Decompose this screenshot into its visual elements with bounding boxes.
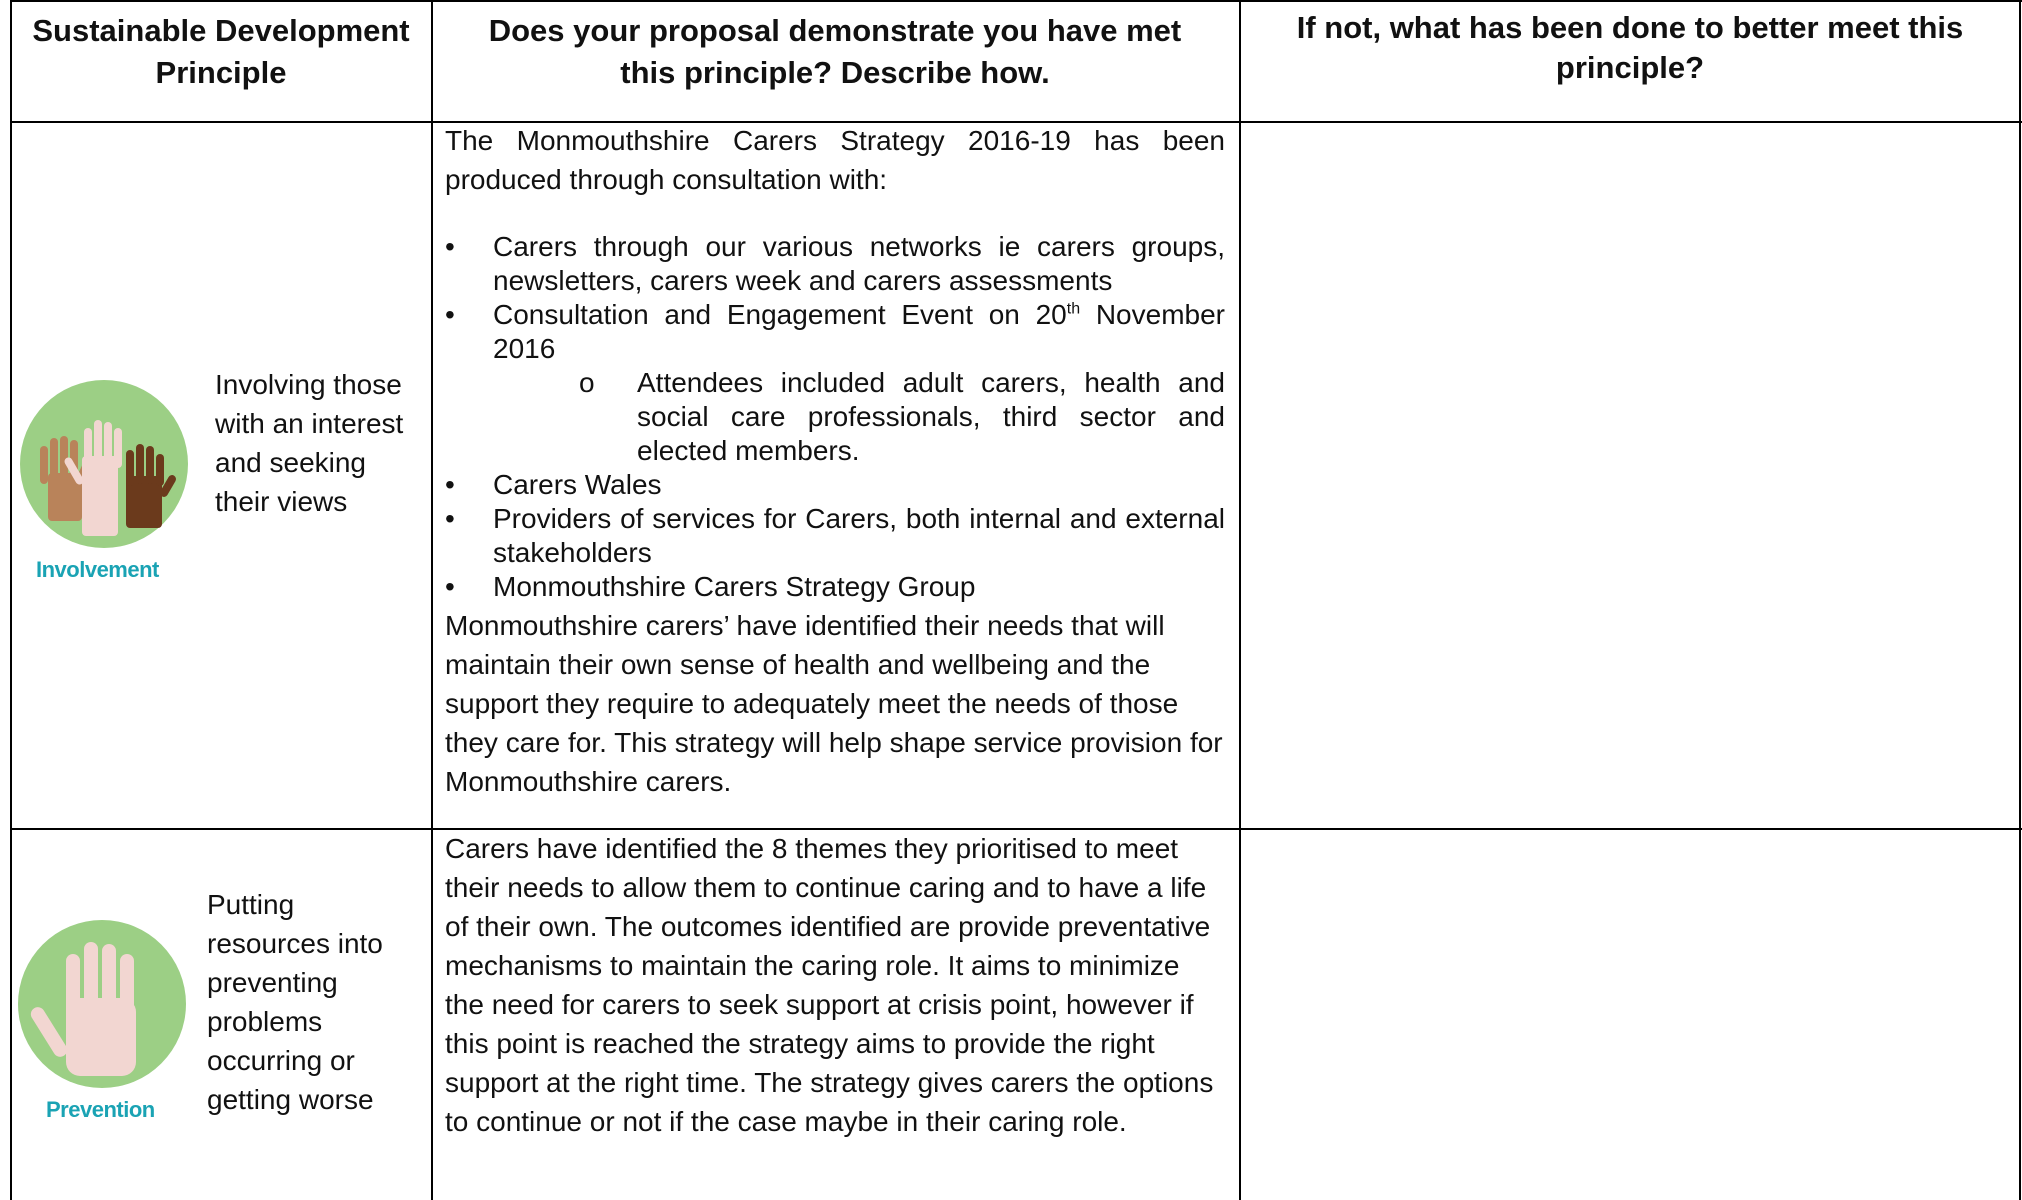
prevention-icon [16, 918, 188, 1090]
prevention-description: Carers have identified the 8 themes they prioritised to meet their needs to allow them to continue caring and to have a life of their own. The outcomes identified are provide preventative mechanisms to maintain the caring role. It aims to minimize the need for carers to seek support at crisis point, however if this point is reached the strategy aims to provide the right support at the right time. The strategy gives carers the options to continue or not if the case maybe in their caring role. [445, 833, 1214, 1137]
sub-list [493, 366, 1225, 468]
prevention-improvement-cell [1241, 830, 2019, 1200]
bullet-text: Consultation and Engagement Event on 20 [493, 299, 1067, 330]
table-border-top [10, 0, 2022, 2]
bullet-icon: • [445, 469, 455, 500]
bullet-text: Carers through our various networks ie carers groups, newsletters, carers week and carers assessments [493, 231, 1225, 296]
list-item [445, 502, 1225, 570]
header-demonstration: Does your proposal demonstrate you have met this principle? Describe how. [488, 13, 1182, 90]
bullet-icon: • [445, 503, 455, 534]
list-item [445, 230, 1225, 298]
raised-palm-icon [16, 918, 188, 1090]
involvement-label: Involvement [36, 557, 159, 582]
sub-bullet-text: Attendees included adult carers, health and social care professionals, third sector and elected members. [637, 367, 1225, 466]
circle-bullet-icon: o [579, 367, 595, 398]
bullet-text: Providers of services for Carers, both internal and external stakeholders [493, 503, 1225, 568]
list-item [445, 570, 1225, 604]
prevention-principle-text: Putting resources into preventing problems occurring or getting worse [207, 889, 383, 1115]
header-improvement: If not, what has been done to better meet this principle? [1296, 10, 1964, 85]
involvement-principle-text: Involving those with an interest and seeking their views [215, 369, 404, 517]
bullet-icon: • [445, 231, 455, 262]
table-border-right [2019, 0, 2021, 1200]
list-item [445, 468, 1225, 502]
bullet-text: Carers Wales [493, 469, 662, 500]
sub-list-item [493, 366, 1225, 468]
column-divider-1 [431, 0, 433, 1200]
involvement-intro: The Monmouthshire Carers Strategy 2016-19 has been produced through consultation with: [445, 125, 1225, 195]
prevention-label: Prevention [46, 1097, 155, 1122]
consultation-list [445, 230, 1225, 604]
raised-hands-icon [18, 378, 190, 550]
ordinal-suffix: th [1066, 300, 1081, 318]
involvement-icon [18, 378, 190, 550]
bullet-icon: • [445, 571, 455, 602]
list-item [445, 298, 1225, 468]
bullet-text: November 2016 [493, 299, 1225, 364]
involvement-closing: Monmouthshire carers’ have identified their needs that will maintain their own sense of health and wellbeing and the support they require to adequately meet the needs of those they care for. This strategy will help shape service provision for Monmouthshire carers. [445, 610, 1223, 797]
bullet-text: Monmouthshire Carers Strategy Group [493, 571, 976, 602]
table-border-left [10, 0, 12, 1200]
bullet-icon: • [445, 299, 455, 330]
involvement-improvement-cell [1241, 123, 2019, 828]
header-principle: Sustainable Development Principle [32, 13, 410, 90]
